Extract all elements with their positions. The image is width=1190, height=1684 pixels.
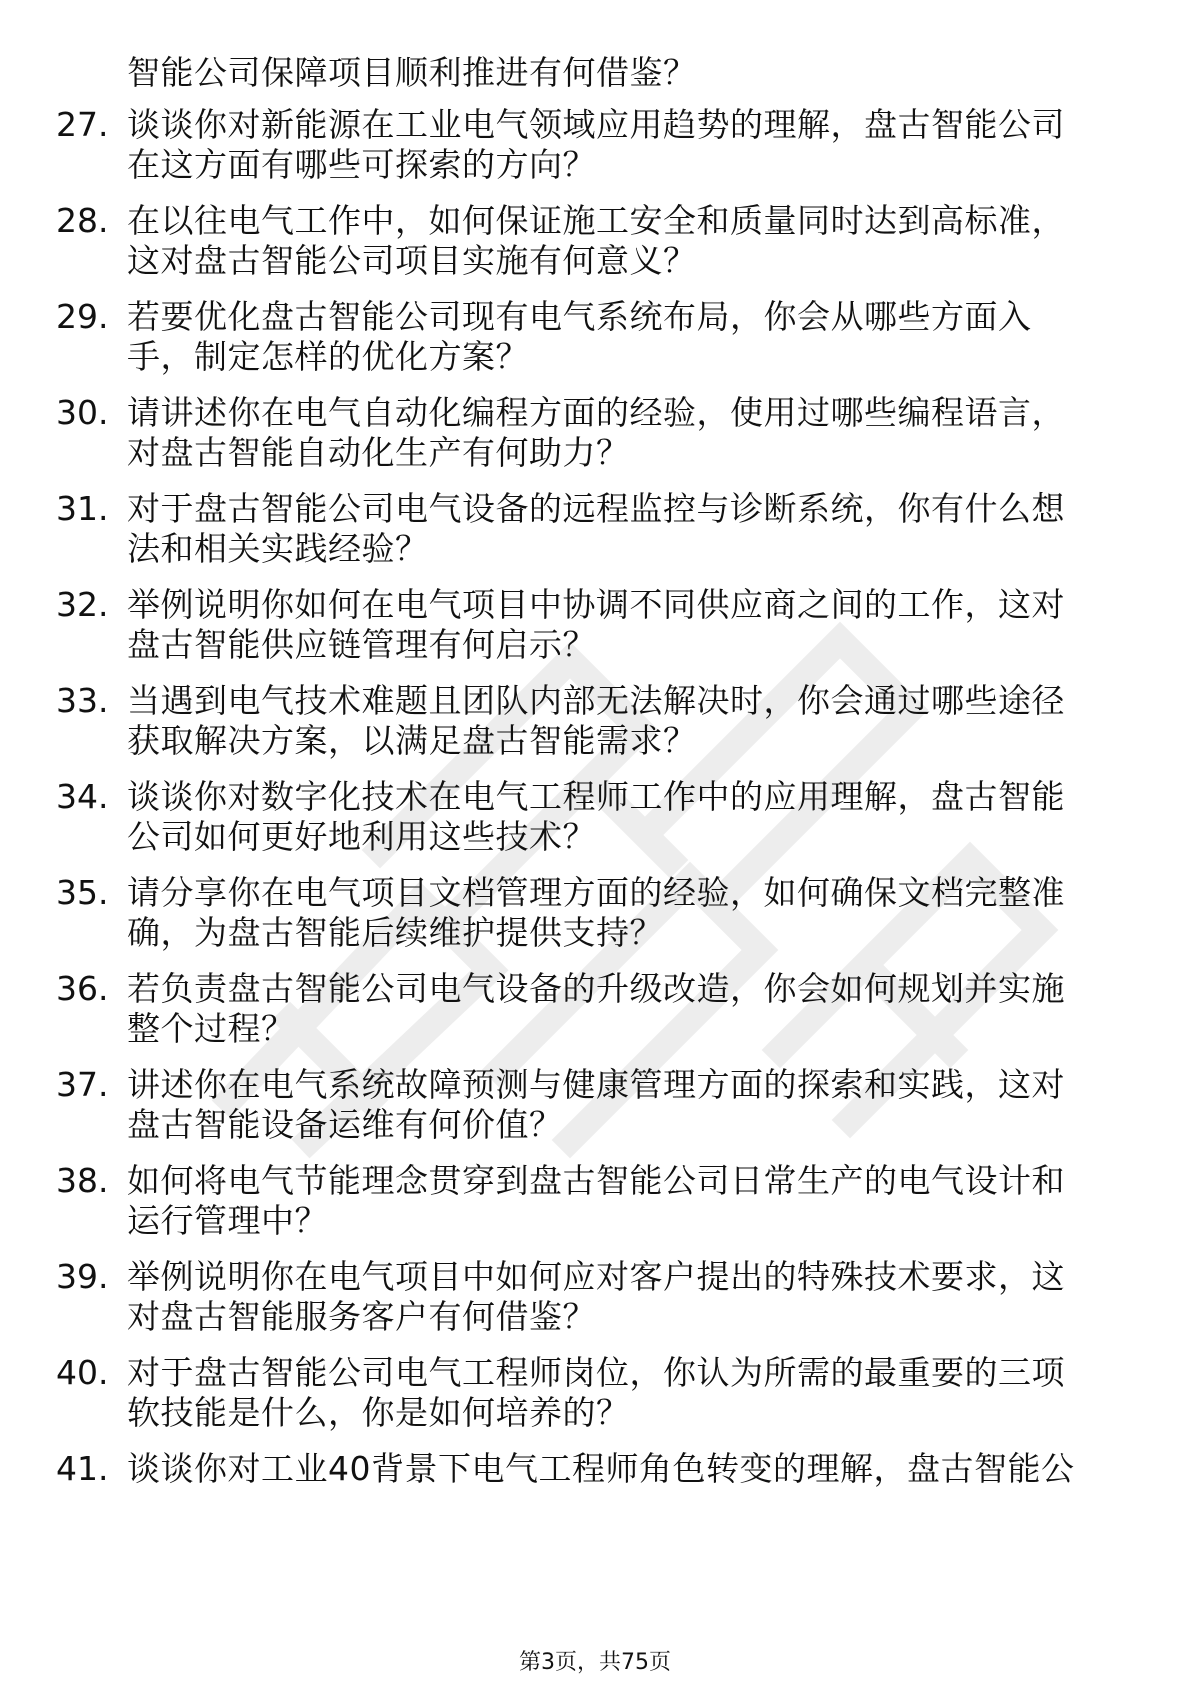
question-text-line: 在以往电气工作中，如何保证施工安全和质量同时达到高标准， bbox=[127, 201, 1065, 240]
question-text-line: 手，制定怎样的优化方案？ bbox=[127, 337, 529, 376]
question-text-line: 法和相关实践经验？ bbox=[127, 529, 429, 568]
question-number: 40. bbox=[56, 1353, 109, 1392]
page-number-footer: 第3页，共75页 bbox=[519, 1650, 671, 1675]
question-number: 32. bbox=[56, 585, 109, 624]
question-text-line: 举例说明你如何在电气项目中协调不同供应商之间的工作，这对 bbox=[127, 585, 1065, 624]
question-text-line: 谈谈你对新能源在工业电气领域应用趋势的理解，盘古智能公司 bbox=[127, 105, 1065, 144]
question-number: 33. bbox=[56, 681, 109, 720]
question-text-line: 盘古智能设备运维有何价值？ bbox=[127, 1105, 563, 1144]
question-text-line: 获取解决方案，以满足盘古智能需求？ bbox=[127, 721, 697, 760]
question-text-line: 运行管理中？ bbox=[127, 1201, 328, 1240]
question-text-line: 盘古智能供应链管理有何启示？ bbox=[127, 625, 596, 664]
question-text-line: 软技能是什么，你是如何培养的？ bbox=[127, 1393, 630, 1432]
question-text-line: 确，为盘古智能后续维护提供支持？ bbox=[127, 913, 663, 952]
question-number: 29. bbox=[56, 297, 109, 336]
continued-question-line: 智能公司保障项目顺利推进有何借鉴？ bbox=[127, 53, 697, 92]
question-text-line: 如何将电气节能理念贯穿到盘古智能公司日常生产的电气设计和 bbox=[127, 1161, 1065, 1200]
question-number: 31. bbox=[56, 489, 109, 528]
question-text-line: 谈谈你对工业40背景下电气工程师角色转变的理解，盘古智能公 bbox=[127, 1449, 1075, 1488]
question-text-line: 在这方面有哪些可探索的方向？ bbox=[127, 145, 596, 184]
question-number: 28. bbox=[56, 201, 109, 240]
question-number: 34. bbox=[56, 777, 109, 816]
question-text-line: 对于盘古智能公司电气工程师岗位，你认为所需的最重要的三项 bbox=[127, 1353, 1065, 1392]
question-text-line: 举例说明你在电气项目中如何应对客户提出的特殊技术要求，这 bbox=[127, 1257, 1065, 1296]
question-number: 36. bbox=[56, 969, 109, 1008]
question-number: 30. bbox=[56, 393, 109, 432]
question-text-line: 对盘古智能自动化生产有何助力？ bbox=[127, 433, 630, 472]
question-number: 41. bbox=[56, 1449, 109, 1488]
question-text-line: 对盘古智能服务客户有何借鉴？ bbox=[127, 1297, 596, 1336]
question-text-line: 公司如何更好地利用这些技术？ bbox=[127, 817, 596, 856]
question-number: 37. bbox=[56, 1065, 109, 1104]
question-text-line: 对于盘古智能公司电气设备的远程监控与诊断系统，你有什么想 bbox=[127, 489, 1065, 528]
question-text-line: 请讲述你在电气自动化编程方面的经验，使用过哪些编程语言， bbox=[127, 393, 1065, 432]
question-number: 39. bbox=[56, 1257, 109, 1296]
question-number: 27. bbox=[56, 105, 109, 144]
question-text-line: 若负责盘古智能公司电气设备的升级改造，你会如何规划并实施 bbox=[127, 969, 1065, 1008]
question-text-line: 当遇到电气技术难题且团队内部无法解决时，你会通过哪些途径 bbox=[127, 681, 1065, 720]
question-text-line: 整个过程？ bbox=[127, 1009, 295, 1048]
question-number: 35. bbox=[56, 873, 109, 912]
question-number: 38. bbox=[56, 1161, 109, 1200]
question-text-line: 若要优化盘古智能公司现有电气系统布局，你会从哪些方面入 bbox=[127, 297, 1032, 336]
question-text-line: 讲述你在电气系统故障预测与健康管理方面的探索和实践，这对 bbox=[127, 1065, 1065, 1104]
question-text-line: 这对盘古智能公司项目实施有何意义？ bbox=[127, 241, 697, 280]
question-text-line: 谈谈你对数字化技术在电气工程师工作中的应用理解，盘古智能 bbox=[127, 777, 1065, 816]
question-text-line: 请分享你在电气项目文档管理方面的经验，如何确保文档完整准 bbox=[127, 873, 1065, 912]
